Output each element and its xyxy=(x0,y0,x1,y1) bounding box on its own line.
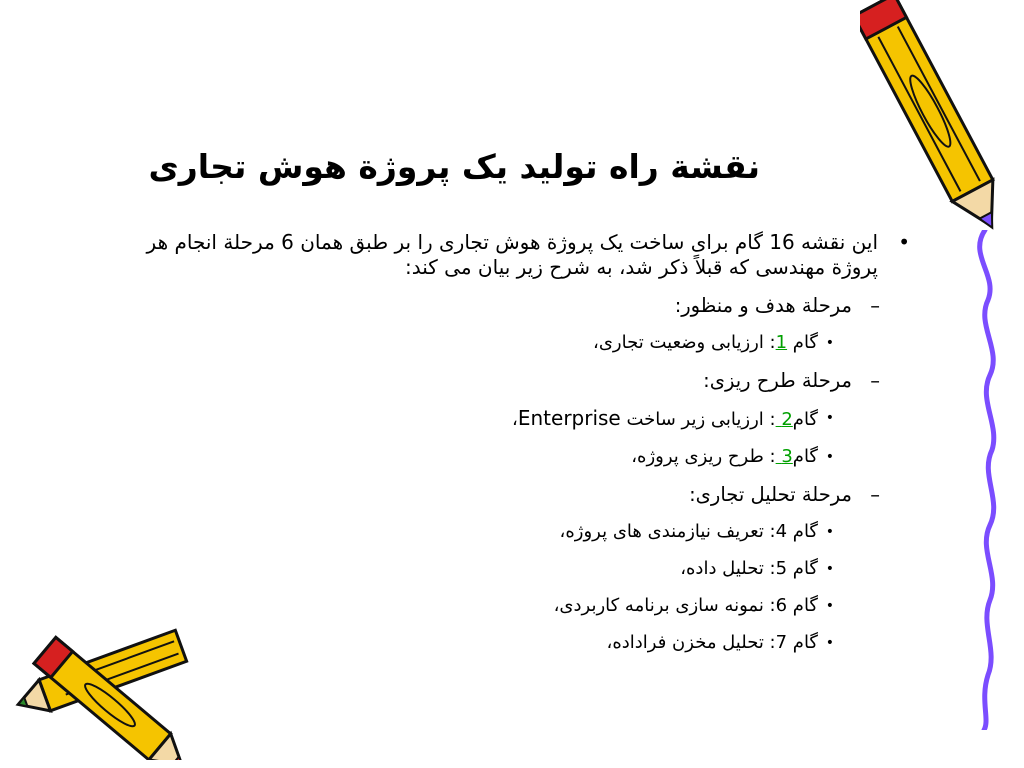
dash-marker: – xyxy=(870,294,880,317)
intro-bullet xyxy=(140,230,910,280)
step-text: گام 4: تعریف نیازمندی های پروژه، xyxy=(559,521,818,542)
bullet-marker: • xyxy=(825,635,834,651)
bullet-marker: • xyxy=(825,335,834,351)
bullet-marker: • xyxy=(898,230,910,254)
phase-item xyxy=(140,369,910,393)
step-number-link[interactable]: 2 xyxy=(775,409,793,430)
step-text: : طرح ریزی پروژه، xyxy=(631,446,776,467)
step-text: گام 7: تحلیل مخزن فراداده، xyxy=(606,632,818,653)
step-prefix: گام xyxy=(792,409,818,430)
step-item xyxy=(140,595,910,617)
phase-label: مرحلة تحلیل تجاری: xyxy=(689,483,852,506)
phase-item xyxy=(140,483,910,507)
step-item xyxy=(140,446,910,468)
bullet-marker: • xyxy=(825,524,834,540)
step-item xyxy=(140,558,910,580)
step-item xyxy=(140,521,910,543)
slide-content xyxy=(140,230,910,669)
step-text: : ارزیابی زیر ساخت xyxy=(620,409,776,430)
bullet-marker: • xyxy=(825,598,834,614)
step-number-link[interactable]: 3 xyxy=(775,446,793,467)
phase-label: مرحلة هدف و منظور: xyxy=(674,294,852,317)
step-prefix: گام xyxy=(787,332,818,353)
bullet-marker: • xyxy=(825,410,834,426)
wavy-line-decoration xyxy=(960,230,1010,730)
pencil-top-right-icon xyxy=(860,0,1010,250)
step-text: گام 5: تحلیل داده، xyxy=(680,558,818,579)
phase-label: مرحلة طرح ریزی: xyxy=(703,369,852,392)
step-english-term: Enterprise xyxy=(517,406,621,430)
step-text: : ارزیابی وضعیت تجاری، xyxy=(593,332,776,353)
step-text: گام 6: نمونه سازی برنامه کاربردی، xyxy=(553,595,818,616)
bullet-marker: • xyxy=(825,561,834,577)
dash-marker: – xyxy=(870,483,880,506)
intro-text: این نقشه 16 گام برای ساخت یک پروژة هوش تجاری را بر طبق همان 6 مرحلة انجام هر پروژة مهندسی که قبلاً ذکر شد، به شرح زیر بیان می کند: xyxy=(146,230,878,279)
step-item xyxy=(140,332,910,354)
step-prefix: گام xyxy=(792,446,818,467)
phase-item xyxy=(140,294,910,318)
step-number-link[interactable]: 1 xyxy=(775,332,788,353)
step-item xyxy=(140,632,910,654)
bullet-marker: • xyxy=(825,449,834,465)
step-tail: ، xyxy=(512,409,518,430)
step-item xyxy=(140,407,910,431)
slide-title: نقشة راه تولید یک پروژة هوش تجاری xyxy=(148,147,760,186)
dash-marker: – xyxy=(870,369,880,392)
